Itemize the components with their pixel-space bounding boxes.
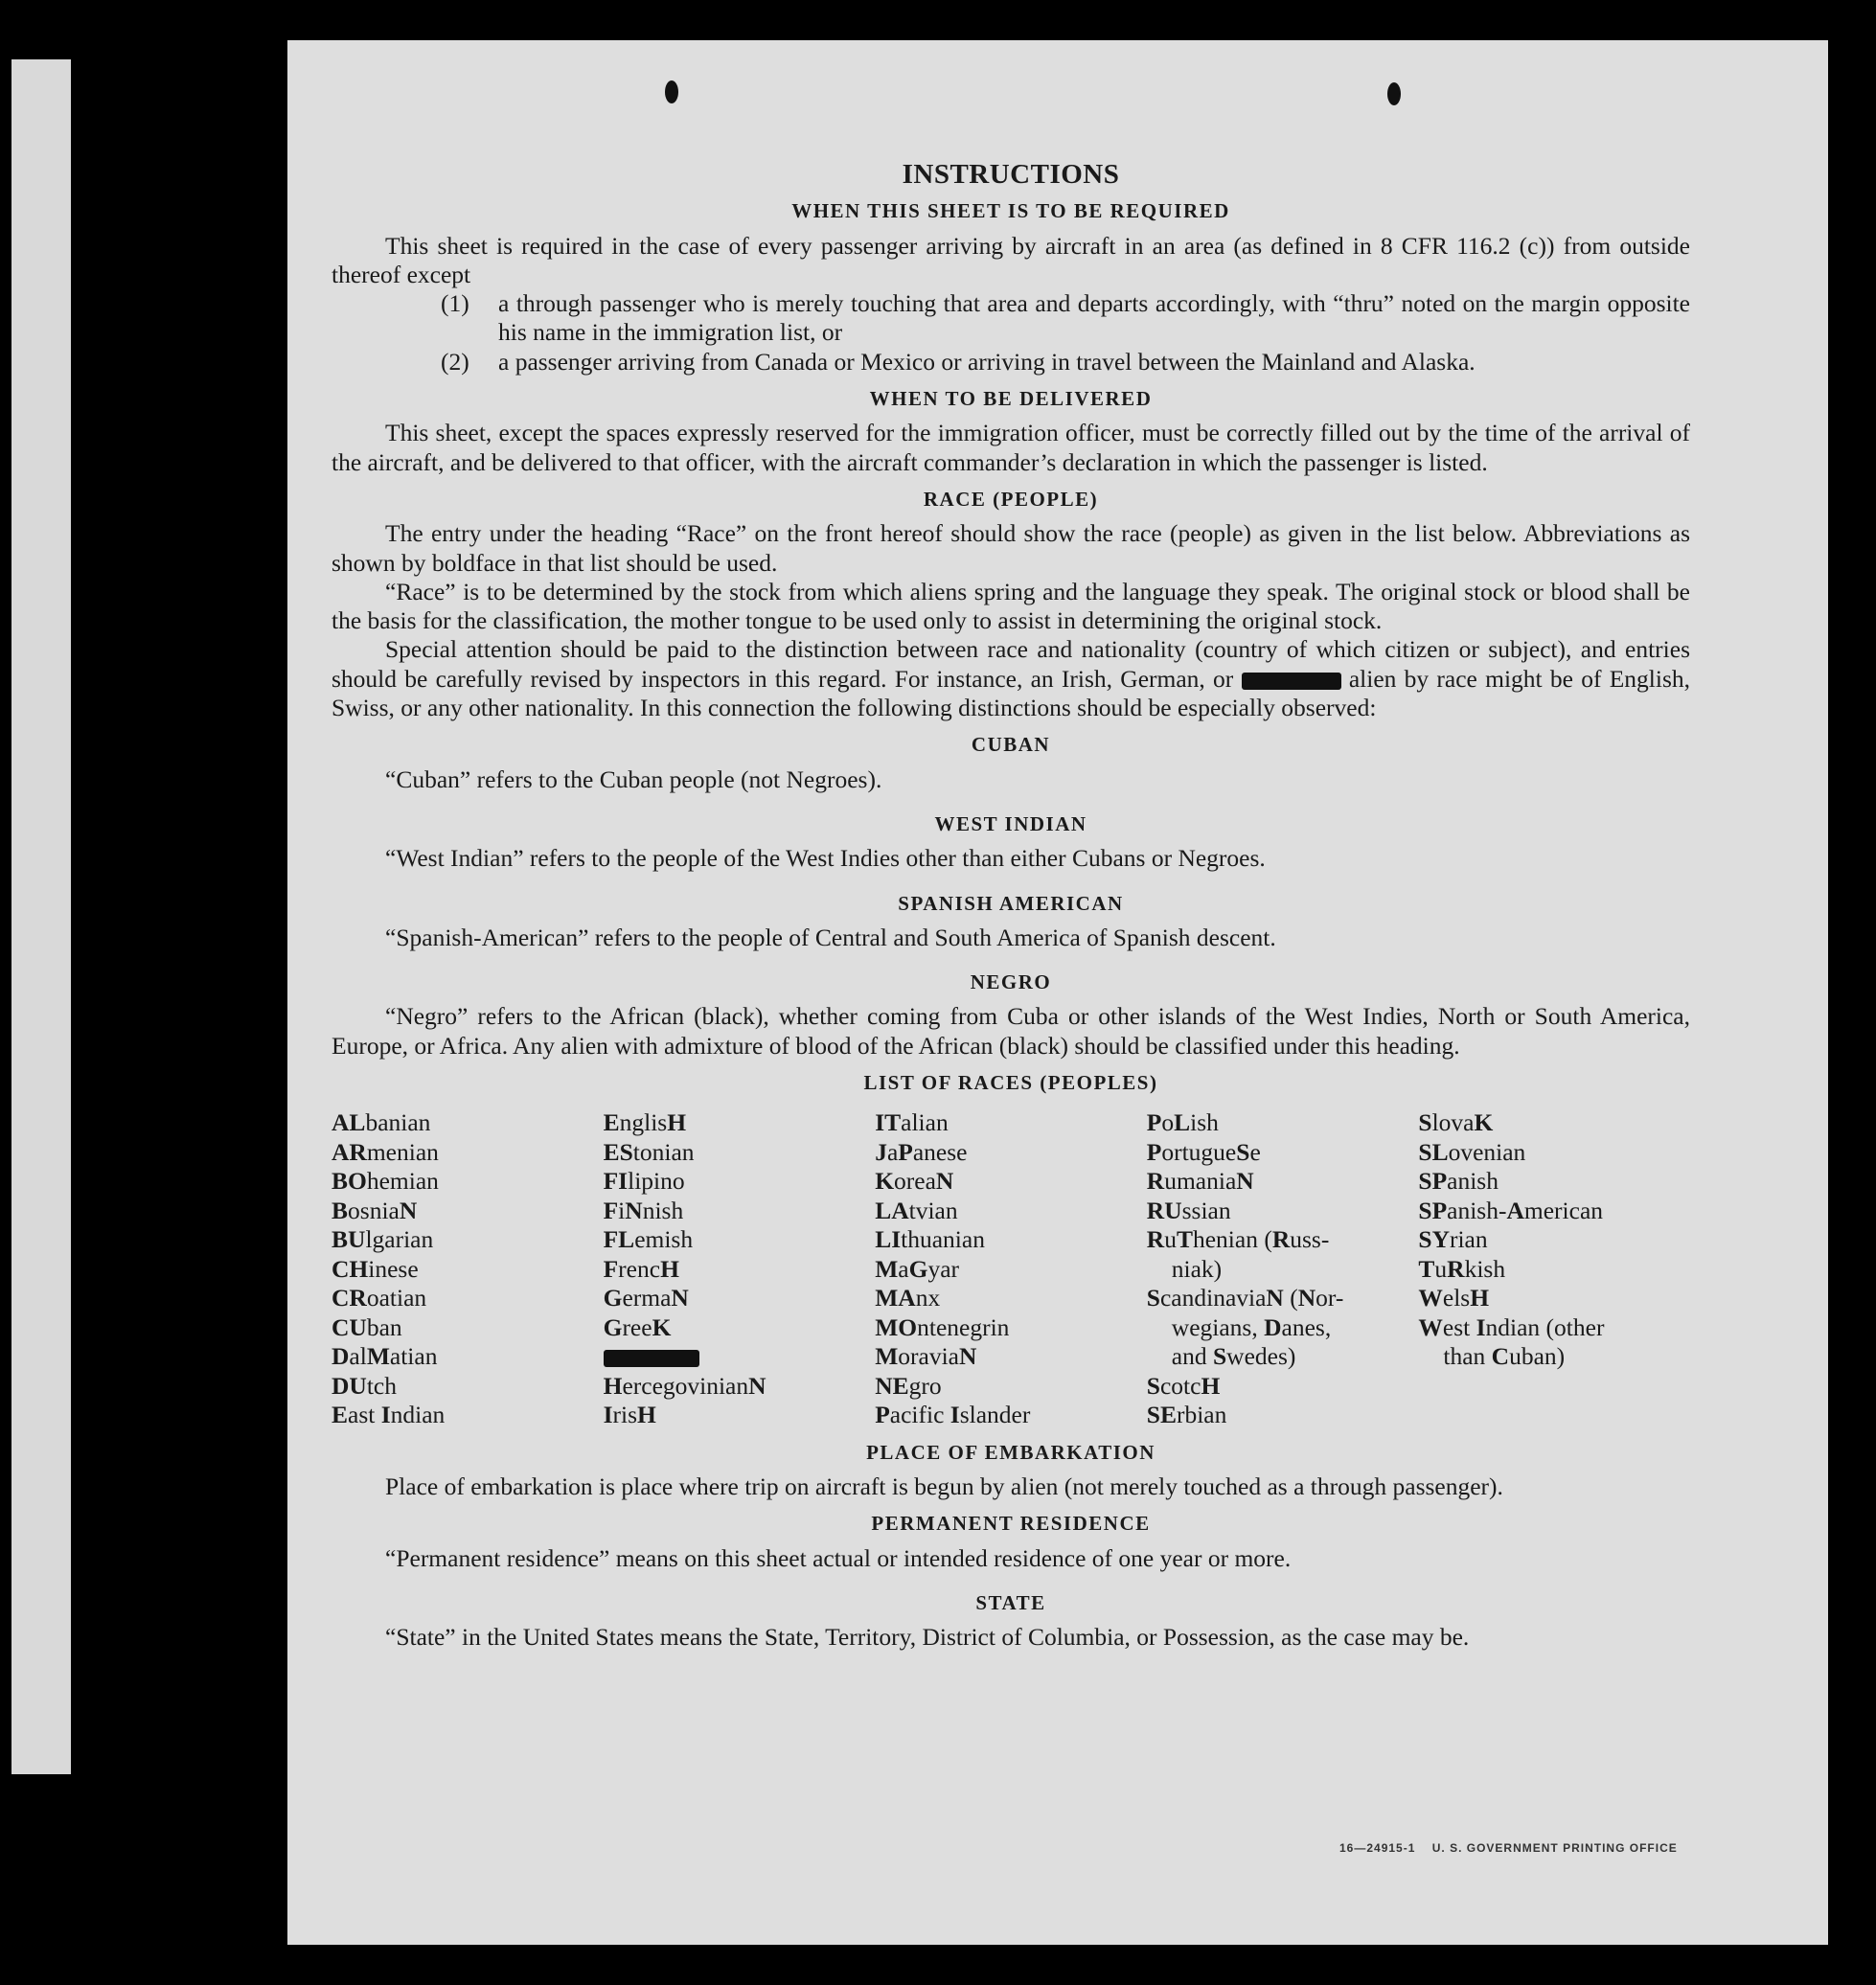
race-entry: HercegovinianN <box>603 1371 766 1400</box>
race-entry-continued: than Cuban) <box>1443 1342 1566 1371</box>
race-entry: PortugueSe <box>1146 1137 1261 1166</box>
race-entry: BUlgarian <box>332 1225 434 1254</box>
punch-hole-right <box>1387 82 1401 105</box>
exception-item <box>332 289 1690 348</box>
section-heading-negro: NEGRO <box>970 970 1052 994</box>
race-entry: GreeK <box>603 1312 672 1341</box>
section-heading-race-list: LIST OF RACES (PEOPLES) <box>863 1071 1158 1095</box>
race-entry: East Indian <box>332 1401 446 1429</box>
race-entry-redacted <box>604 1342 876 1372</box>
item-number: (2) <box>441 347 469 376</box>
race-entry: ScotcH <box>1146 1371 1221 1400</box>
section-para-embarkation: Place of embarkation is place where trip on aircraft is begun by alien (not merely touched as a through passenger). <box>385 1472 1503 1501</box>
section-para-state: “State” in the United States means the State, Territory, District of Columbia, or Possession, as the case may be. <box>385 1623 1470 1652</box>
race-para-3-start: Special attention should be paid to the distinction between race and nationality (country of which citizen or subject), and entries should be carefully revised by inspectors in this regard. For instance, an Irish, German, or <box>332 635 1690 693</box>
section-para-delivered: This sheet, except the spaces expressly reserved for the immigration officer, must be correctly filled out by the time of the arrival of the aircraft, and be delivered to that officer, with the aircraft commander’s declaration in which the passenger is listed. <box>332 419 1690 476</box>
race-entry: DalMatian <box>332 1342 438 1371</box>
item-number: (1) <box>441 289 469 318</box>
section-heading-spanish-american: SPANISH AMERICAN <box>898 891 1124 915</box>
race-column-2 <box>604 1108 876 1430</box>
section-para-west-indian: “West Indian” refers to the people of the West Indies other than either Cubans or Negroes. <box>385 844 1266 873</box>
printer-imprint: U. S. GOVERNMENT PRINTING OFFICE <box>1431 1841 1678 1855</box>
section-para-cuban: “Cuban” refers to the Cuban people (not Negroes). <box>385 764 882 793</box>
race-entry: ALbanian <box>332 1108 431 1137</box>
race-entry: BosniaN <box>332 1196 418 1224</box>
document-page <box>287 40 1828 1945</box>
exception-item <box>332 348 1690 376</box>
punch-hole-left <box>665 80 678 103</box>
race-entry: Pacific Islander <box>875 1401 1031 1429</box>
race-entry: FIlipino <box>603 1167 685 1196</box>
race-entry: RuThenian (Russ- <box>1146 1225 1330 1254</box>
race-entry: MAnx <box>875 1284 941 1312</box>
race-entry-continued: wegians, Danes, <box>1171 1312 1332 1341</box>
section-heading-race: RACE (PEOPLE) <box>923 487 1099 511</box>
race-entry: West Indian (other <box>1418 1312 1605 1341</box>
race-entry: FrencH <box>603 1254 679 1283</box>
section-heading-embarkation: PLACE OF EMBARKATION <box>866 1440 1155 1464</box>
race-entry: LAtvian <box>875 1196 958 1224</box>
race-entry: SPanish-American <box>1418 1196 1604 1224</box>
section-para-required: This sheet is required in the case of every passenger arriving by aircraft in an area (as defined in 8 CFR 116.2 (c)) from outside thereof except <box>332 231 1690 288</box>
race-entry: GermaN <box>603 1284 689 1312</box>
page-title: INSTRUCTIONS <box>902 159 1120 190</box>
race-entry: MoraviaN <box>875 1342 977 1371</box>
race-column-1 <box>332 1108 604 1430</box>
form-code: 16—24915-1 <box>1339 1841 1416 1855</box>
item-text: a through passenger who is merely touching that area and departs accordingly, with “thru” noted on the margin opposite his name in the immigration list, or <box>498 289 1690 347</box>
race-column-3 <box>875 1108 1147 1430</box>
race-entry-continued: niak) <box>1171 1254 1223 1283</box>
race-entry: ITalian <box>875 1108 949 1137</box>
race-column-5 <box>1418 1108 1690 1430</box>
race-entry: KoreaN <box>875 1167 954 1196</box>
section-heading-required: WHEN THIS SHEET IS TO BE REQUIRED <box>791 199 1230 223</box>
race-entry: SLovenian <box>1418 1137 1526 1166</box>
race-entry: NEgro <box>875 1371 942 1400</box>
race-column-4 <box>1147 1108 1419 1430</box>
race-entry: SErbian <box>1146 1401 1227 1429</box>
section-heading-residence: PERMANENT RESIDENCE <box>871 1512 1151 1536</box>
race-entry: WelsH <box>1418 1284 1490 1312</box>
race-para-3-end: alien by race might be of English, Swiss, or any other nationality. In this connection the following distinctions should be especially observed: <box>332 664 1690 722</box>
section-heading-state: STATE <box>975 1591 1046 1614</box>
form-number <box>1339 1841 1678 1855</box>
race-para-2: “Race” is to be determined by the stock from which aliens spring and the language they speak. The original stock or blood shall be the basis for the classification, the mother tongue to be used only to assist in determining the original stock. <box>332 577 1690 635</box>
race-entry: DUtch <box>332 1371 397 1400</box>
race-entry: BOhemian <box>332 1167 439 1196</box>
race-entry: SPanish <box>1418 1167 1499 1196</box>
race-entry: EStonian <box>603 1137 695 1166</box>
race-para-3 <box>332 635 1690 722</box>
race-entry: ScandinaviaN (Nor- <box>1146 1284 1344 1312</box>
race-entry: RUssian <box>1146 1196 1231 1224</box>
race-entry-continued: and Swedes) <box>1171 1342 1296 1371</box>
section-para-negro: “Negro” refers to the African (black), whether coming from Cuba or other islands of the West Indies, North or South America, Europe, or Africa. Any alien with admixture of blood of the African (black) should be classified under this heading. <box>332 1002 1690 1060</box>
instructions-body <box>332 160 1690 1653</box>
race-para-1: The entry under the heading “Race” on the front hereof should show the race (people) as given in the list below. Abbreviations as shown by boldface in that list should be used. <box>332 519 1690 577</box>
section-heading-cuban: CUBAN <box>971 733 1051 757</box>
section-heading-west-indian: WEST INDIAN <box>934 811 1087 835</box>
race-entry: JaPanese <box>875 1137 968 1166</box>
race-entry: MOntenegrin <box>875 1312 1010 1341</box>
redaction-mark <box>1242 673 1341 690</box>
race-entry: CUban <box>332 1312 402 1341</box>
redaction-mark <box>604 1350 699 1367</box>
race-entry: CHinese <box>332 1254 419 1283</box>
section-heading-delivered: WHEN TO BE DELIVERED <box>869 387 1153 411</box>
race-entry: FiNnish <box>603 1196 684 1224</box>
race-entry: ARmenian <box>332 1137 439 1166</box>
section-para-spanish-american: “Spanish-American” refers to the people of Central and South America of Spanish descent. <box>385 923 1276 951</box>
race-entry: IrisH <box>603 1401 656 1429</box>
section-para-residence: “Permanent residence” means on this sheet actual or intended residence of one year or more. <box>385 1543 1292 1572</box>
race-entry: RumaniaN <box>1146 1167 1254 1196</box>
race-entry: MaGyar <box>875 1254 959 1283</box>
race-list <box>332 1108 1690 1430</box>
race-entry: TuRkish <box>1418 1254 1506 1283</box>
race-entry: SlovaK <box>1418 1108 1494 1137</box>
race-entry: CRoatian <box>332 1284 427 1312</box>
race-entry: PoLish <box>1146 1108 1219 1137</box>
race-entry: LIthuanian <box>875 1225 985 1254</box>
race-entry: EnglisH <box>603 1108 687 1137</box>
adjacent-page-edge <box>11 59 71 1774</box>
item-text: a passenger arriving from Canada or Mexico or arriving in travel between the Mainland and Alaska. <box>498 347 1476 376</box>
race-entry: SYrian <box>1418 1225 1488 1254</box>
race-entry: FLemish <box>603 1225 694 1254</box>
